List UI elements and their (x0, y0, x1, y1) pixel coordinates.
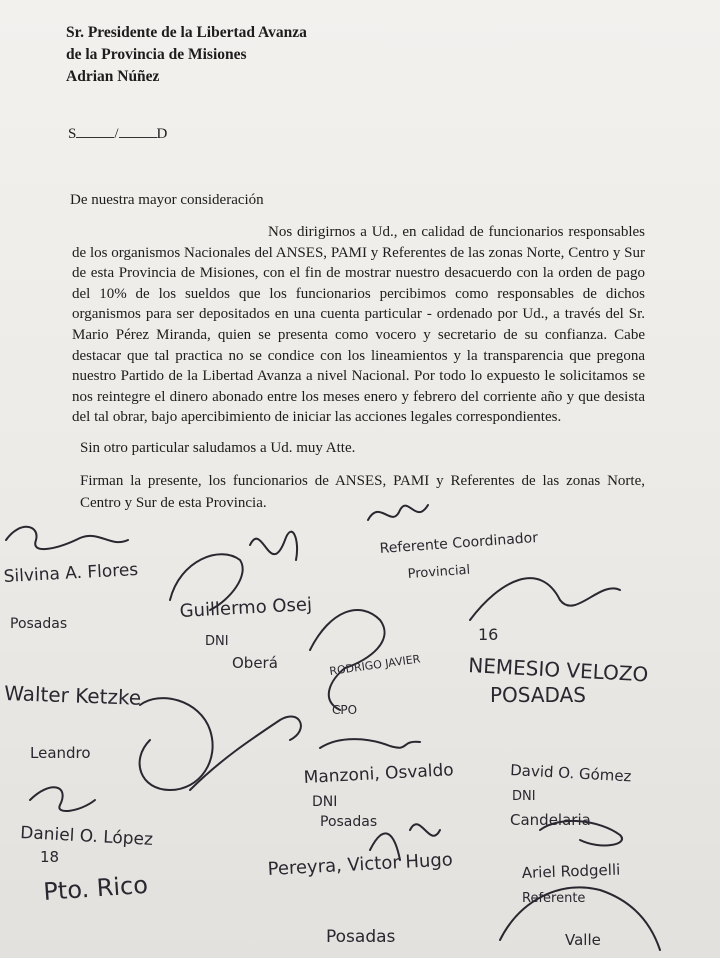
signature-dni: DNI (312, 794, 338, 810)
signature-dni: 16 (478, 625, 499, 644)
addressee-title: Sr. Presidente de la Libertad Avanza (66, 24, 307, 41)
sd-d: D (156, 126, 168, 142)
signature-scribble (140, 698, 213, 790)
signature-place: POSADAS (490, 683, 586, 707)
signers-statement: Firman la presente, los funcionarios de ANSES, PAMI y Referentes de las zonas Norte, Centro y Sur de esta Provincia. (80, 473, 645, 511)
signature-scribble (320, 739, 420, 748)
signature-scribble (6, 527, 128, 549)
signature-scribble (190, 717, 301, 790)
signature-place: Pto. Rico (42, 870, 149, 906)
body-text: Nos dirigirnos a Ud., en calidad de funcionarios responsables de los organismos Nacionales del ANSES, PAMI y Referentes de las zonas Norte, Centro y Sur de esta Provincia de Misiones, con el fin de mostrar nuestro desacuerdo con la orden de pago del 10% de los sueldos que los funcionarios percibimos como responsables de dichos organismos para ser depositados en una cuenta particular - ordenado por Ud., a través del Sr. Mario Pérez Miranda, quien se presenta como vocero y secretario de su confianza. Cabe destacar que tal practica no se condice con los lineamientos y la transparencia que pregona nuestro Partido de la Libertad Avanza a nivel Nacional. Por todo lo expuesto le solicitamos se nos reintegre el dinero abonado entre los meses enero y febrero del corriente año y que desista del tal obrar, bajo apercibimiento de iniciar las acciones legales correspondientes. (72, 224, 645, 426)
signature-place: CPO (332, 703, 358, 717)
signature-name: Pereyra, Victor Hugo (267, 849, 454, 880)
signature-name: Daniel O. López (19, 823, 154, 850)
signature-role: Referente Coordinador (379, 529, 539, 557)
signature-dni: DNI (205, 634, 229, 649)
addressee-name: Adrian Núñez (66, 68, 160, 85)
signature-name: Ariel Rodgelli (521, 860, 621, 882)
sd-s: S (68, 126, 77, 142)
signature-name: Walter Ketzke (3, 681, 142, 710)
signature-name: Leandro (30, 744, 91, 762)
signature-place: Posadas (320, 814, 378, 830)
signature-role: Referente (522, 891, 586, 906)
signature-name: NEMESIO VELOZO (467, 653, 649, 687)
signature-name: Silvina A. Flores (3, 559, 139, 587)
signature-dni: 18 (40, 848, 60, 866)
signature-scribble (368, 505, 428, 520)
signature-place: Oberá (232, 654, 278, 672)
signature-scribble (30, 787, 95, 811)
signature-role: Provincial (407, 562, 471, 582)
signature-place: Posadas (326, 927, 396, 947)
closing-line: Sin otro particular saludamos a Ud. muy Atte. (80, 440, 356, 456)
signature-dni: DNI (512, 789, 536, 804)
signature-scribble (470, 578, 620, 620)
sd-slash: / (114, 126, 119, 142)
signature-name: RODRIGO JAVIER (328, 652, 422, 678)
signature-name: David O. Gómez (509, 761, 632, 786)
signature-place: Valle (565, 931, 601, 949)
signature-name: Manzoni, Osvaldo (303, 760, 455, 788)
greeting: De nuestra mayor consideración (70, 192, 264, 208)
addressee-province: de la Provincia de Misiones (66, 46, 247, 63)
signature-place: Candelaria (510, 811, 591, 829)
signature-place: Posadas (10, 616, 68, 632)
signature-name: Guillermo Osej (179, 594, 313, 622)
